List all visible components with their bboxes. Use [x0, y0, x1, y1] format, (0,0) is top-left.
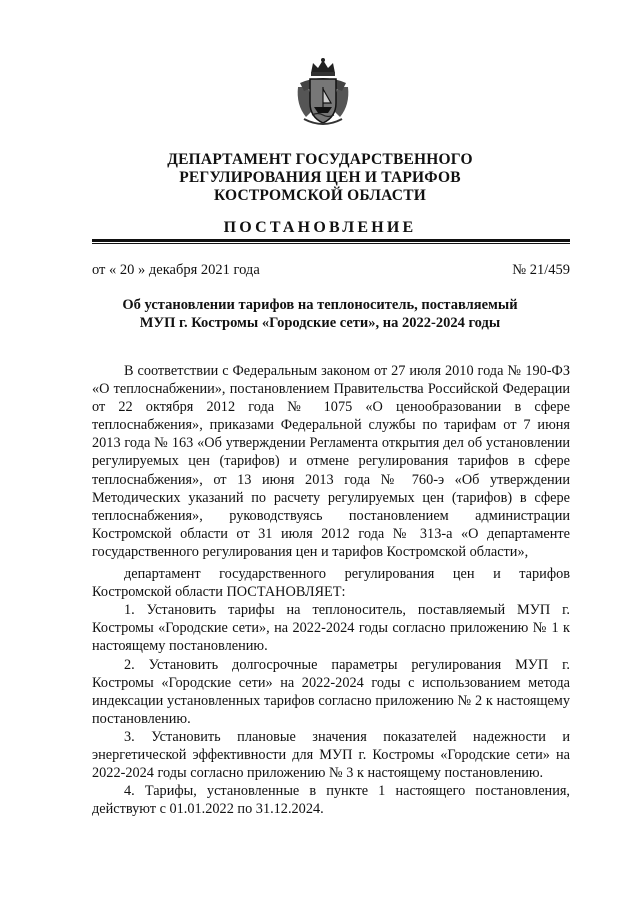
header-divider-thin: [92, 243, 570, 244]
date-number-line: [92, 262, 570, 279]
document-subject: [0, 296, 640, 332]
item-2-paragraph: 2. Установить долгосрочные параметры регулирования МУП г. Костромы «Городские сети» на 2022-2024 годы с использованием метода индексации установленных тарифов согласно приложению № 2 к настоящему постановлению.: [92, 656, 570, 727]
document-type-title: ПОСТАНОВЛЕНИЕ: [223, 219, 417, 236]
subject-line-1: Об установлении тарифов на теплоноситель, поставляемый: [122, 297, 518, 313]
decree-paragraph: департамент государственного регулирования цен и тарифов Костромской области ПОСТАНОВЛЯЕТ:: [92, 566, 570, 601]
department-name: [0, 151, 640, 205]
document-date: от « 20 » декабря 2021 года: [92, 262, 260, 278]
dept-line-1: ДЕПАРТАМЕНТ ГОСУДАРСТВЕННОГО: [167, 151, 473, 168]
coat-of-arms-icon: [294, 57, 352, 127]
header-divider-thick: [92, 239, 570, 242]
subject-line-2: МУП г. Костромы «Городские сети», на 2022-2024 годы: [139, 315, 501, 331]
item-4-paragraph: 4. Тарифы, установленные в пункте 1 настоящего постановления, действуют с 01.01.2022 по 31.12.2024.: [92, 783, 570, 818]
preamble-paragraph: В соответствии с Федеральным законом от 27 июля 2010 года № 190-ФЗ «О теплоснабжении», постановлением Правительства Российской Федерации от 22 октября 2012 года № 1075 «О ценообразовании в сфере теплоснабжения», приказами Федеральной службы по тарифам от 7 июня 2013 года № 163 «Об утверждении Регламента открытия дел об установлении регулируемых цен (тарифов) и отмене регулирования тарифов в сфере теплоснабжения», от 13 июня 2013 года № 760-э «Об утверждении Методических указаний по расчету регулируемых цен (тарифов) в сфере теплоснабжения», руководствуясь постановлением администрации Костромской области от 31 июля 2012 года № 313-а «О департаменте государственного регулирования цен и тарифов Костромской области»,: [92, 363, 570, 560]
item-1-paragraph: 1. Установить тарифы на теплоноситель, поставляемый МУП г. Костромы «Городские сети», на 2022-2024 годы согласно приложению № 1 к настоящему постановлению.: [92, 602, 570, 655]
document-number: № 21/459: [512, 262, 570, 278]
dept-line-3: КОСТРОМСКОЙ ОБЛАСТИ: [213, 187, 426, 204]
item-3-paragraph: 3. Установить плановые значения показателей надежности и энергетической эффективности для МУП г. Костромы «Городские сети» на 2022-2024 годы согласно приложению № 3 к настоящему постановлению.: [92, 728, 570, 782]
document-body: [92, 362, 570, 818]
dept-line-2: РЕГУЛИРОВАНИЯ ЦЕН И ТАРИФОВ: [179, 169, 461, 186]
